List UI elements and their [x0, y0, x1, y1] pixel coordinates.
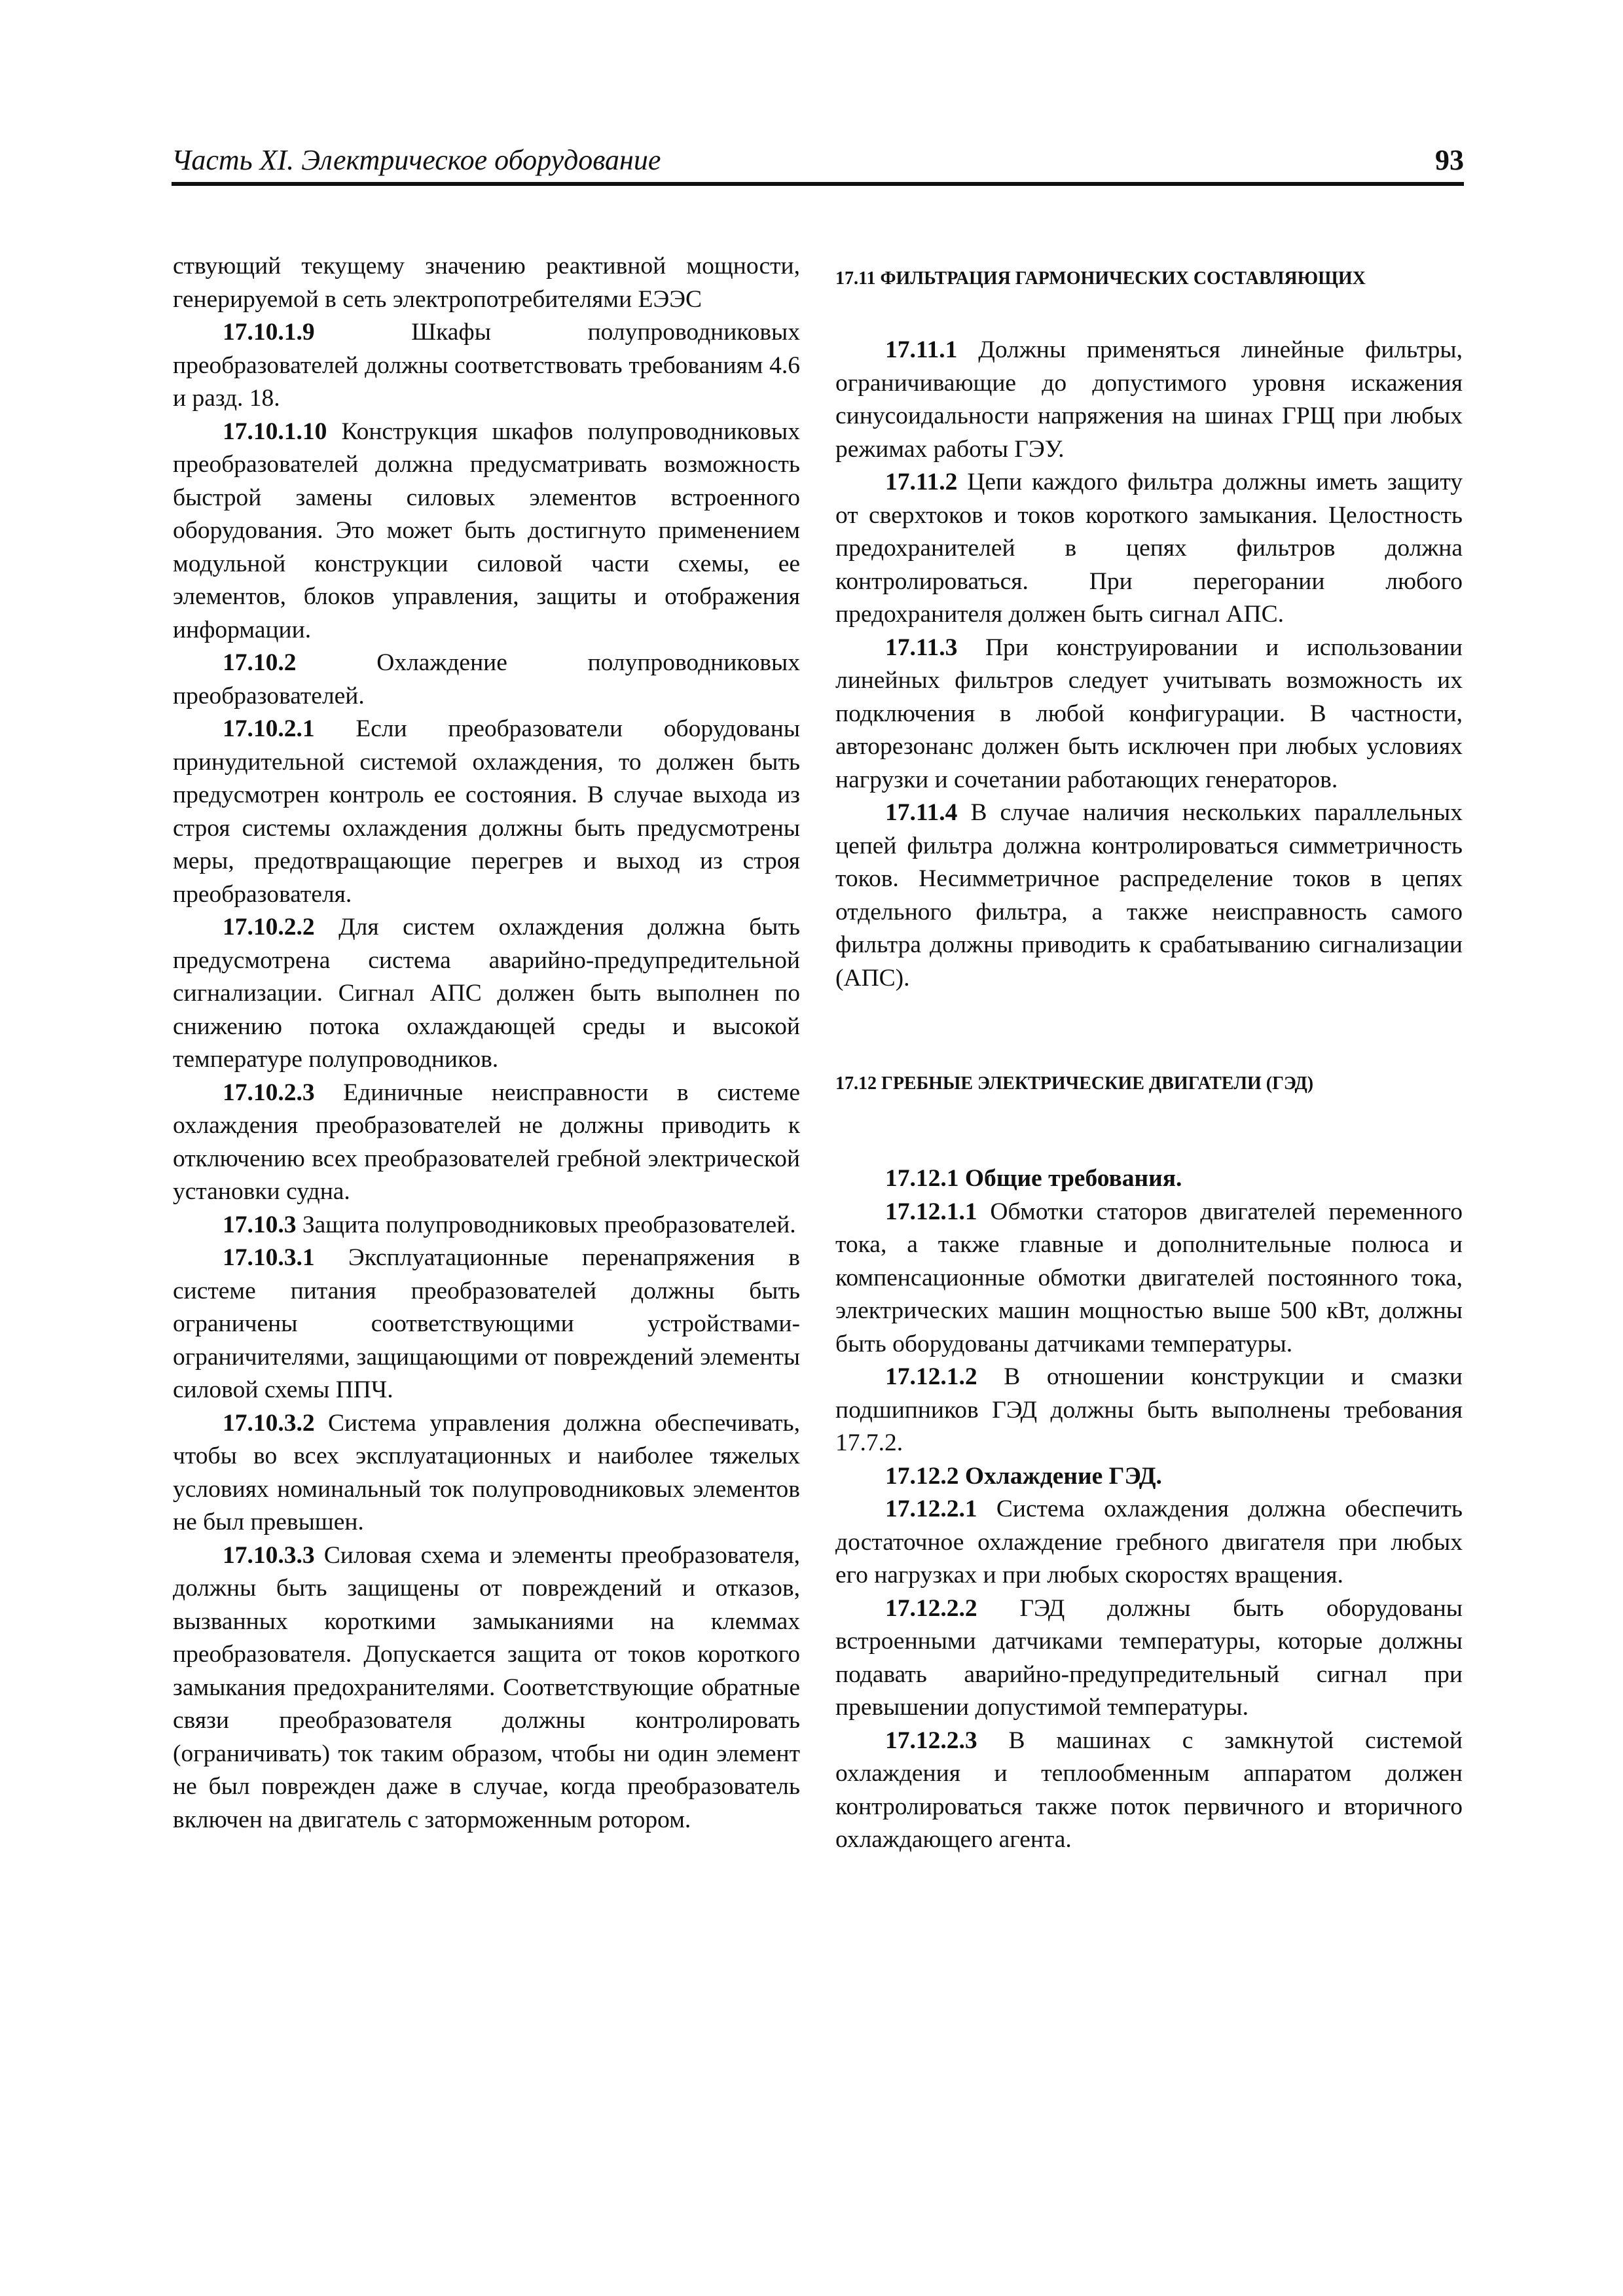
- paragraph: [835, 1460, 1463, 1494]
- paragraph: [835, 632, 1463, 797]
- clause-number: 17.12.2.3: [885, 1727, 977, 1754]
- clause-text: Система управления должна обеспечивать, чтобы во всех эксплуатационных и наиболее тяжелых условиях номинальный ток полупроводниковых элементов не был превышен.: [173, 1409, 800, 1535]
- paragraph: [835, 1725, 1463, 1857]
- clause-text: Эксплуатационные перенапряжения в системе питания преобразователей должны быть ограничены соответствующими устройствами-ограничителями, защищающими от повреждений элементы силовой схемы ППЧ.: [173, 1244, 800, 1403]
- clause-text: Охлаждение полупроводниковых преобразователей.: [173, 649, 800, 709]
- running-title: Часть XI. Электрическое оборудование: [172, 144, 661, 176]
- clause-number: 17.10.1.9: [223, 319, 315, 346]
- clause-text: В машинах с замкнутой системой охлаждения и теплообменным аппаратом должен контролироваться также поток первичного и вторичного охлаждающего агента.: [835, 1727, 1463, 1853]
- page-number: 93: [1435, 144, 1464, 176]
- clause-number: 17.11.1: [885, 336, 958, 363]
- paragraph: ствующий текущему значению реактивной мощности, генерируемой в сеть электропотребителями ЕЭЭС: [173, 253, 800, 313]
- clause-text: При конструировании и использовании линейных фильтров следует учитывать возможность их подключения в любой конфигурации. В частности, авторезонанс должен быть исключен при любых условиях нагрузки и сочетании работающих генераторов.: [835, 634, 1463, 793]
- clause-text: Единичные неисправности в системе охлаждения преобразователей не должны приводить к отключению всех преобразователей гребной электрической установки судна.: [173, 1079, 800, 1205]
- clause-number: 17.10.2.1: [223, 715, 315, 742]
- clause-text: Защита полупроводниковых преобразователей.: [296, 1211, 796, 1238]
- clause-number: 17.10.3.3: [223, 1541, 315, 1569]
- clause-text: Система охлаждения должна обеспечить достаточное охлаждение гребного двигателя при любых его нагрузках и при любых скоростях вращения.: [835, 1496, 1463, 1588]
- paragraph: [835, 1592, 1463, 1725]
- paragraph: [835, 1361, 1463, 1460]
- section-heading: 17.12 ГРЕБНЫЕ ЭЛЕКТРИЧЕСКИЕ ДВИГАТЕЛИ (ГЭД): [835, 1073, 1314, 1094]
- section-heading: 17.11 ФИЛЬТРАЦИЯ ГАРМОНИЧЕСКИХ СОСТАВЛЯЮЩИХ: [835, 268, 1366, 289]
- clause-text: Обмотки статоров двигателей переменного тока, а также главные и дополнительные полюса и компенсационные обмотки двигателей постоянного тока, электрических машин мощностью выше 500 кВт, должны быть оборудованы датчиками температуры.: [835, 1198, 1463, 1357]
- page-header: [172, 145, 1464, 186]
- left-column: [173, 250, 800, 1837]
- right-column: [835, 250, 1463, 1857]
- paragraph: [173, 1539, 800, 1837]
- paragraph: [835, 466, 1463, 632]
- paragraph: [173, 1077, 800, 1209]
- clause-number: 17.12.1.1: [885, 1198, 977, 1225]
- clause-text: Цепи каждого фильтра должны иметь защиту от сверхтоков и токов короткого замыкания. Целостность предохранителей в цепях фильтров должна контролироваться. При перегорании любого предохранителя должен быть сигнал АПС.: [835, 469, 1463, 628]
- clause-number: 17.12.2.1: [885, 1496, 977, 1522]
- clause-number: 17.10.1.10: [223, 418, 327, 445]
- paragraph: [835, 1196, 1463, 1361]
- paragraph: [173, 911, 800, 1077]
- clause-number: 17.10.3: [223, 1211, 297, 1238]
- clause-text: Если преобразователи оборудованы принудительной системой охлаждения, то должен быть предусмотрен контроль ее состояния. В случае выхода из строя системы охлаждения должны быть предусмотрены меры, предотвращающие перегрев и выход из строя преобразователя.: [173, 715, 800, 908]
- clause-text: Для систем охлаждения должна быть предусмотрена система аварийно-предупредительной сигнализации. Сигнал АПС должен быть выполнен по снижению потока охлаждающей среды и высокой температуре полупроводников.: [173, 914, 800, 1073]
- clause-text: В случае наличия нескольких параллельных цепей фильтра должна контролироваться симметричность токов. Несимметричное распределение токов в цепях отдельного фильтра, а также неисправность самого фильтра должны приводить к срабатыванию сигнализации (АПС).: [835, 799, 1463, 992]
- clause-number: 17.11.3: [885, 634, 958, 661]
- clause-text: Конструкция шкафов полупроводниковых преобразователей должна предусматривать возможность быстрой замены силовых элементов встроенного оборудования. Это может быть достигнуто применением модульной конструкции силовой части схемы, ее элементов, блоков управления, защиты и отображения информации.: [173, 418, 800, 643]
- clause-number: 17.10.3.1: [223, 1244, 315, 1271]
- clause-number: 17.11.2: [885, 469, 958, 495]
- clause-text: Должны применяться линейные фильтры, ограничивающие до допустимого уровня искажения синусоидальности напряжения на шинах ГРЩ при любых режимах работы ГЭУ.: [835, 336, 1463, 463]
- paragraph: [173, 416, 800, 647]
- paragraph: [835, 1162, 1463, 1196]
- paragraph: [835, 1493, 1463, 1592]
- clause-text: Шкафы полупроводниковых преобразователей должны соответствовать требованиям 4.6 и разд. 18.: [173, 319, 800, 412]
- paragraph: [173, 1242, 800, 1407]
- paragraph: [173, 1209, 800, 1242]
- clause-number: 17.10.3.2: [223, 1409, 315, 1437]
- clause-text: Силовая схема и элементы преобразователя, должны быть защищены от повреждений и отказов, вызванных короткими замыканиями на клеммах преобразователя. Допускается защита от токов короткого замыкания предохранителями. Соответствующие обратные связи преобразователя должны контролировать (ограничивать) ток таким образом, чтобы ни один элемент не был поврежден даже в случае, когда преобразователь включен на двигатель с заторможенным ротором.: [173, 1541, 800, 1833]
- clause-number: 17.11.4: [885, 799, 958, 826]
- clause-number: 17.10.2: [223, 649, 297, 676]
- clause-number: 17.10.2.3: [223, 1079, 315, 1106]
- clause-number: 17.12.1: [885, 1165, 959, 1192]
- paragraph: [173, 713, 800, 911]
- paragraph: [173, 647, 800, 713]
- clause-number: 17.10.2.2: [223, 914, 315, 941]
- clause-number: 17.12.2.2: [885, 1594, 977, 1622]
- clause-number: 17.12.2: [885, 1462, 959, 1490]
- clause-text: Общие требования.: [958, 1165, 1182, 1192]
- paragraph: [835, 797, 1463, 995]
- clause-text: ГЭД должны быть оборудованы встроенными датчиками температуры, которые должны подавать аварийно-предупредительный сигнал при превышении допустимой температуры.: [835, 1594, 1463, 1721]
- paragraph: [173, 1407, 800, 1539]
- paragraph: [835, 334, 1463, 466]
- clause-text: В отношении конструкции и смазки подшипников ГЭД должны быть выполнены требования 17.7.2.: [835, 1363, 1463, 1456]
- clause-text: Охлаждение ГЭД.: [958, 1462, 1162, 1490]
- clause-number: 17.12.1.2: [885, 1363, 977, 1390]
- paragraph: [173, 316, 800, 416]
